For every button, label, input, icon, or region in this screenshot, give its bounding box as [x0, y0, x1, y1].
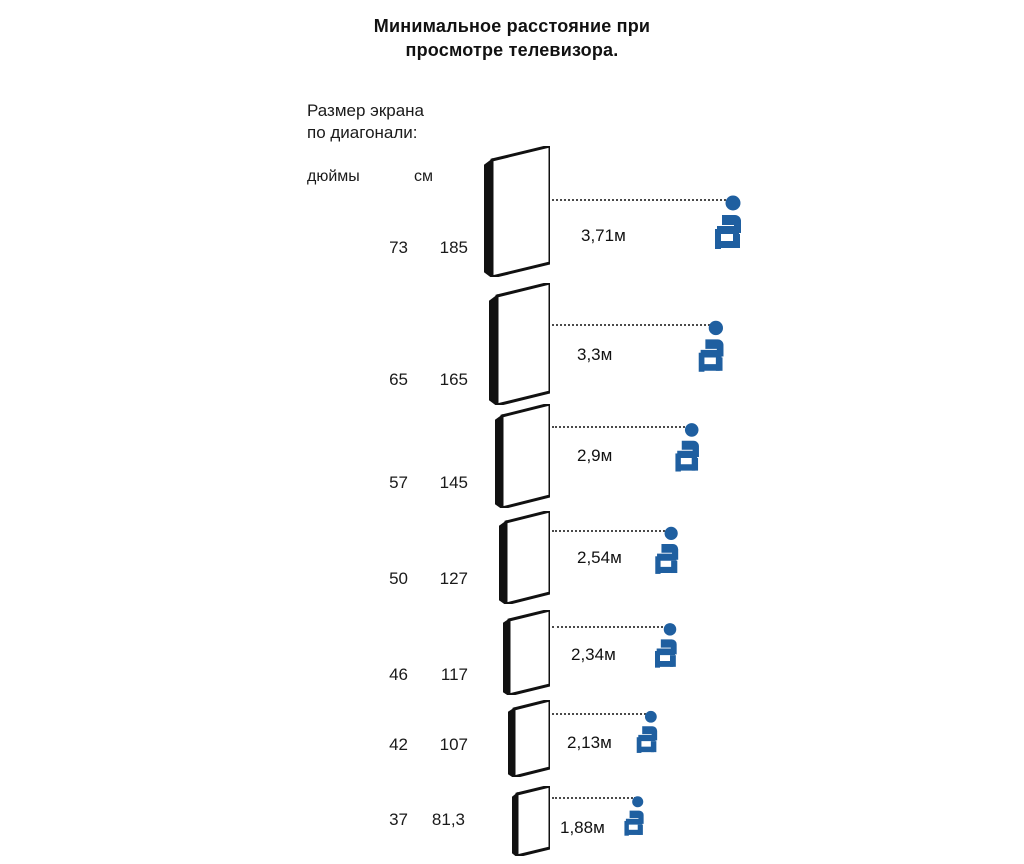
cell-inches: 42 [389, 735, 408, 754]
cell-cm: 81,3 [431, 810, 465, 829]
cell-inches: 73 [389, 238, 408, 257]
legend-line-2: по диагонали: [307, 123, 418, 143]
tv-screen-icon [484, 146, 550, 277]
legend-line-1: Размер экрана [307, 101, 425, 120]
page-title [0, 14, 1024, 63]
distance-label: 3,3м [577, 345, 613, 364]
tv-screen-icon [508, 700, 550, 777]
cell-cm: 107 [439, 735, 468, 754]
cell-cm: 117 [440, 665, 468, 684]
tv-screen-icon [512, 786, 550, 856]
cell-cm: 145 [439, 473, 468, 492]
tv-screen-icon [495, 404, 550, 508]
cell-inches: 50 [389, 569, 408, 588]
tv-screen-icon [499, 511, 550, 604]
seated-person-icon [670, 422, 708, 474]
seated-person-icon [650, 526, 687, 576]
cell-inches: 57 [389, 473, 408, 492]
cell-inches: 46 [389, 665, 408, 684]
legend-screen-size [307, 100, 424, 144]
column-header-cm: см [414, 168, 433, 185]
distance-line [552, 199, 734, 201]
page-title-line-2: просмотре телевизора. [405, 40, 619, 61]
tv-screen-icon [489, 283, 550, 405]
distance-label: 3,71м [581, 226, 626, 245]
distance-label: 2,34м [571, 645, 616, 664]
cell-cm: 185 [439, 238, 468, 257]
seated-person-icon [632, 710, 665, 755]
distance-label: 1,88м [560, 818, 605, 837]
cell-cm: 165 [439, 370, 468, 389]
seated-person-icon [620, 795, 651, 838]
distance-label: 2,13м [567, 733, 612, 752]
cell-cm: 127 [439, 569, 468, 588]
column-header-inches: дюймы [307, 168, 360, 185]
distance-label: 2,9м [577, 446, 613, 465]
cell-inches: 37 [389, 810, 408, 829]
seated-person-icon [650, 622, 685, 670]
page-title-line-1: Минимальное расстояние при [373, 16, 651, 36]
cell-inches: 65 [389, 370, 408, 389]
distance-label: 2,54м [577, 548, 622, 567]
seated-person-icon [709, 195, 751, 251]
tv-screen-icon [503, 610, 550, 695]
seated-person-icon [693, 320, 733, 374]
